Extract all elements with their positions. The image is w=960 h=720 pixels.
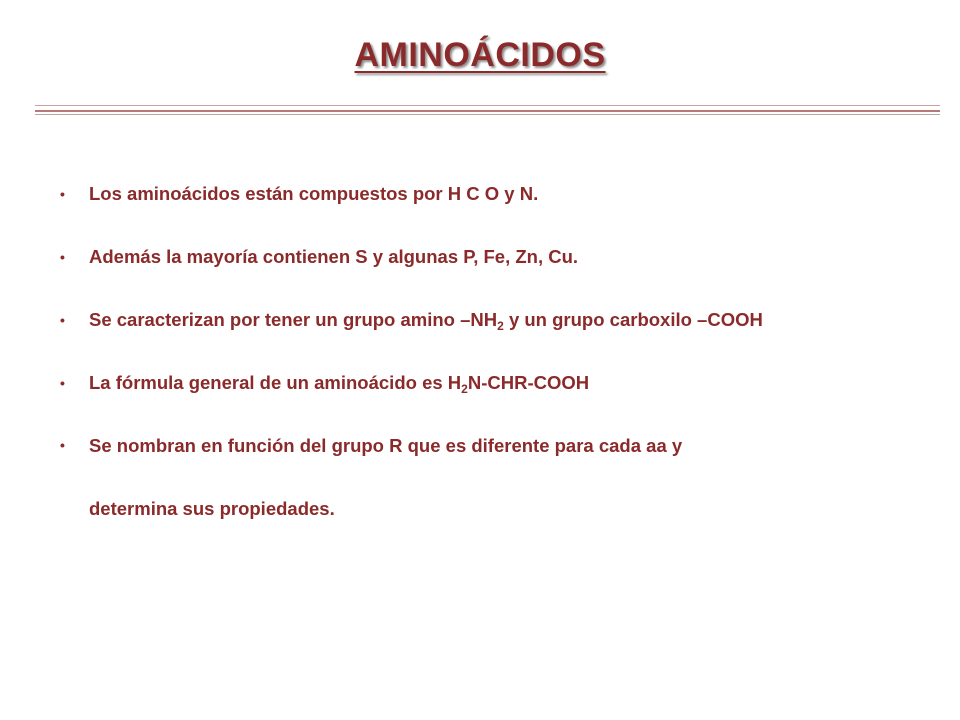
title-divider-bottom (35, 114, 940, 115)
bullet-item-functional-groups (56, 309, 946, 331)
bullet-item-naming (56, 414, 946, 540)
bullet-text-before: La fórmula general de un aminoácido es H (89, 372, 462, 393)
title-divider-top (35, 105, 940, 106)
subscript: 2 (461, 382, 468, 396)
bullet-list (56, 183, 946, 581)
bullet-icon: • (60, 312, 65, 328)
bullet-item-general-formula (56, 372, 946, 394)
bullet-text-line1: Se nombran en función del grupo R que es diferente para cada aa y (89, 435, 683, 456)
bullet-item-other-elements (56, 246, 946, 268)
bullet-text: Además la mayoría contienen S y algunas P, Fe, Zn, Cu. (89, 246, 579, 267)
bullet-text-after: y un grupo carboxilo –COOH (503, 309, 763, 330)
bullet-icon: • (60, 375, 65, 391)
bullet-text-after: N-CHR-COOH (467, 372, 590, 393)
bullet-item-composition (56, 183, 946, 205)
title-divider-middle (35, 110, 940, 112)
bullet-text: Los aminoácidos están compuestos por H C O y N. (89, 183, 539, 204)
bullet-text-before: Se caracterizan por tener un grupo amino –NH (89, 309, 498, 330)
bullet-icon: • (60, 186, 65, 202)
slide-title: AMINOÁCIDOS (354, 36, 606, 74)
subscript: 2 (497, 319, 504, 333)
bullet-text-line2: determina sus propiedades. (89, 498, 335, 519)
bullet-icon: • (60, 437, 65, 453)
bullet-icon: • (60, 249, 65, 265)
